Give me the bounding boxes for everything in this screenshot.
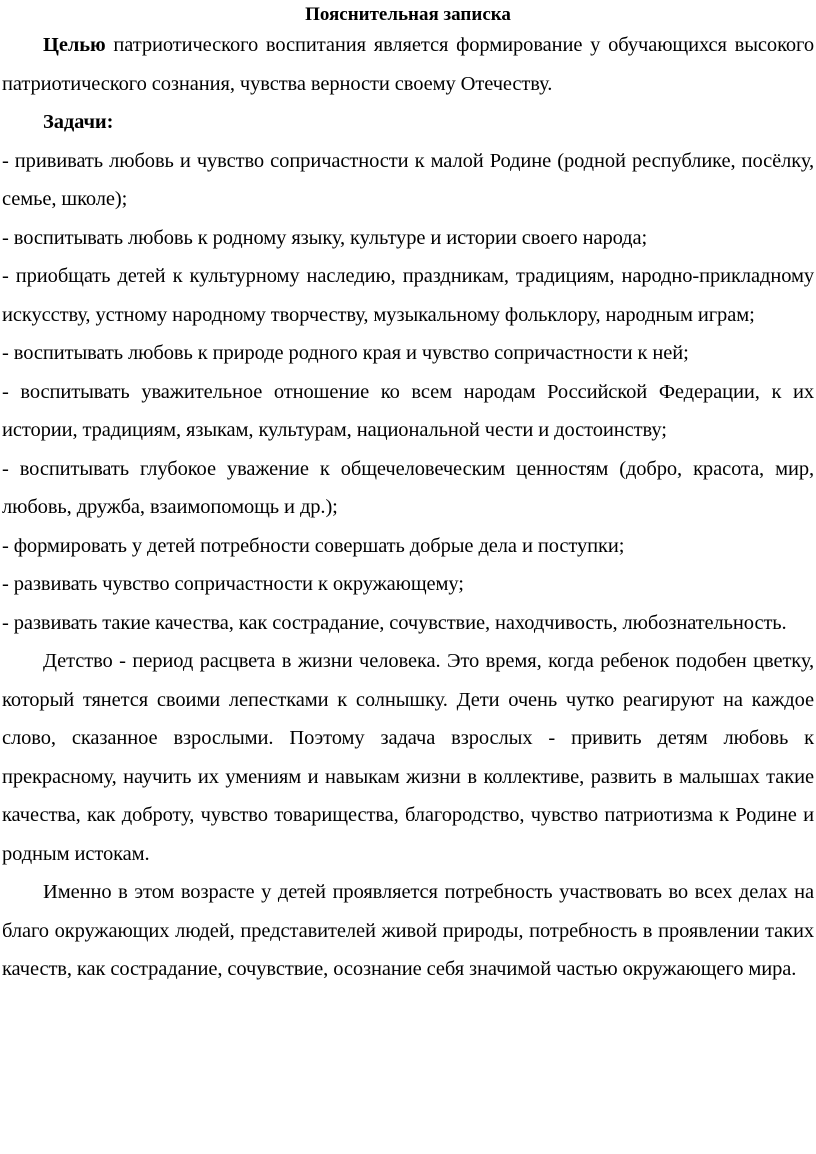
task-item: - воспитывать любовь к природе родного края и чувство сопричастности к ней; [2, 342, 689, 364]
task-item: - приобщать детей к культурному наследию, праздникам, традициям, народно-прикладному искусству, устному народному творчеству, музыкальному фольклору, народным играм; [2, 265, 814, 326]
task-item: - воспитывать глубокое уважение к общечеловеческим ценностям (добро, красота, мир, любовь, дружба, взаимопомощь и др.); [2, 457, 814, 518]
goal-label: Целью [43, 34, 106, 56]
tasks-list [2, 142, 814, 643]
goal-paragraph [2, 26, 814, 103]
task-item: - воспитывать уважительное отношение ко всем народам Российской Федерации, к их истории, традициям, языкам, культурам, национальной чести и достоинству; [2, 380, 814, 441]
body-paragraph: Детство - период расцвета в жизни человека. Это время, когда ребенок подобен цветку, который тянется своими лепестками к солнышку. Дети очень чутко реагируют на каждое слово, сказанное взрослыми. Поэтому задача взрослых - привить детям любовь к прекрасному, научить их умениям и навыкам жизни в коллективе, развить в малышах такие качества, как доброту, чувство товарищества, благородство, чувство патриотизма к Родине и родным истокам. [2, 650, 814, 865]
document-title: Пояснительная записка [305, 4, 511, 25]
tasks-heading-paragraph [2, 103, 814, 142]
task-item: - воспитывать любовь к родному языку, культуре и истории своего народа; [2, 226, 648, 249]
task-item: - формировать у детей потребности совершать добрые дела и поступки; [2, 534, 625, 557]
body-paragraph: Именно в этом возрасте у детей проявляется потребность участвовать во всех делах на благо окружающих людей, представителей живой природы, потребность в проявлении таких качеств, как сострадание, сочувствие, осознание себя значимой частью окружающего мира. [2, 881, 814, 980]
task-item: - прививать любовь и чувство сопричастности к малой Родине (родной республике, посёлку, семье, школе); [2, 149, 814, 210]
goal-text: патриотического воспитания является формирование у обучающихся высокого патриотического сознания, чувства верности своему Отечеству. [2, 34, 814, 95]
task-item: - развивать чувство сопричастности к окружающему; [2, 573, 464, 595]
task-item: - развивать такие качества, как сострадание, сочувствие, находчивость, любознательность. [2, 611, 787, 634]
tasks-heading: Задачи: [43, 111, 114, 133]
